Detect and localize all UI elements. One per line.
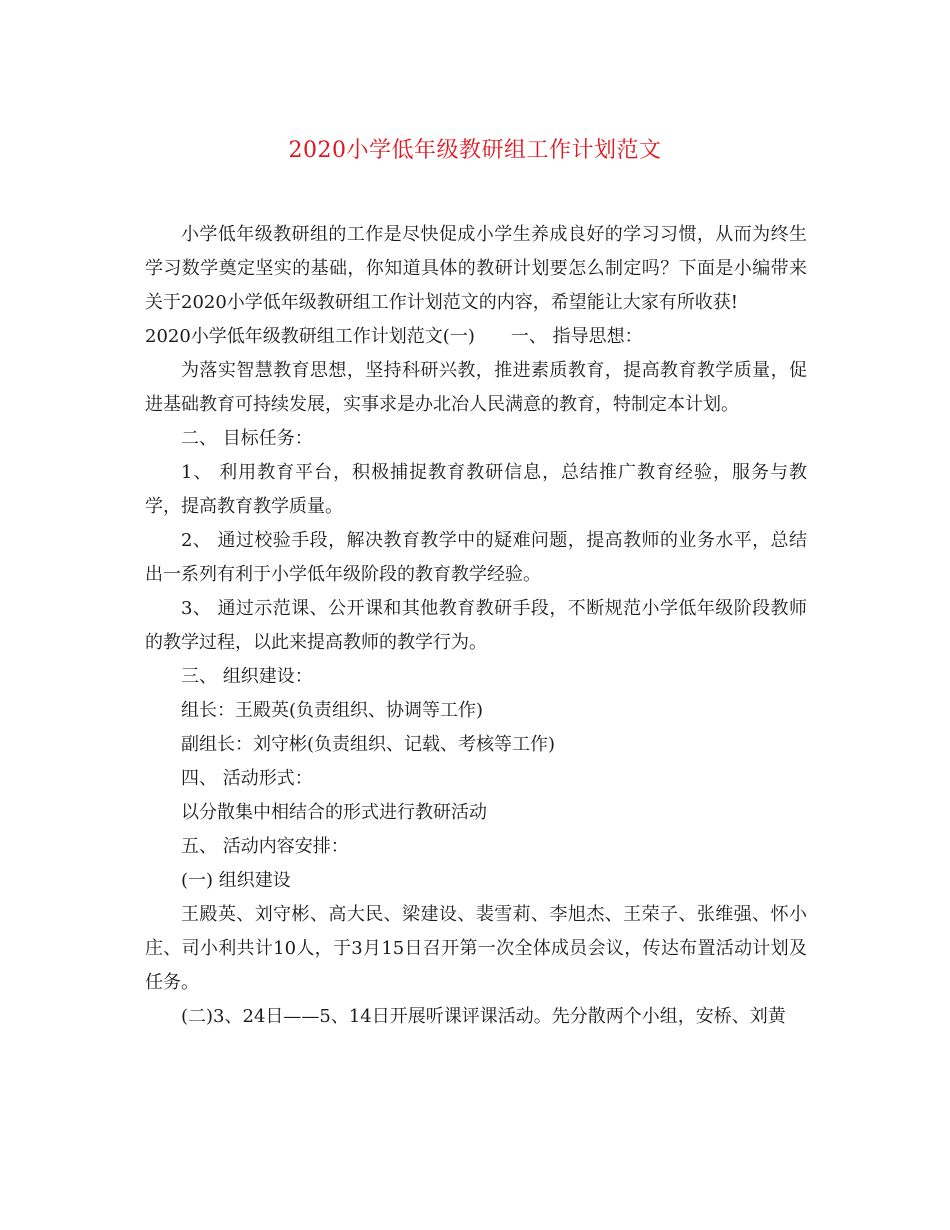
schedule-subheading-1: (一) 组织建设 (181, 870, 291, 891)
schedule-item-1: 王殿英、刘守彬、高大民、梁建设、裴雪莉、李旭杰、王荣子、张维强、怀小庄、司小利共计10人，于3月15日召开第一次全体成员会议，传达布置活动计划及任务。 (145, 904, 807, 993)
paragraph-intro: 小学低年级教研组的工作是尽快促成小学生养成良好的学习习惯，从而为终生学习数学奠定坚实的基础，你知道具体的教研计划要怎么制定吗？下面是小编带来关于2020小学低年级教研组工作计划范文的内容，希望能让大家有所收获! (145, 224, 807, 313)
org-deputy: 副组长：刘守彬(负责组织、记载、考核等工作) (181, 734, 556, 755)
activity-form-text: 以分散集中相结合的形式进行教研活动 (181, 802, 487, 823)
paragraph-guiding-thought: 为落实智慧教育思想，坚持科研兴教，推进素质教育，提高教育教学质量，促进基础教育可持续发展，实事求是办北冶人民满意的教育，特制定本计划。 (145, 360, 807, 415)
document-title: 2020小学低年级教研组工作计划范文 (288, 138, 662, 163)
goal-item-1: 1、 利用教育平台，积极捕捉教育教研信息，总结推广教育经验，服务与教学，提高教育教学质量。 (145, 462, 807, 517)
goal-item-2: 2、 通过校验手段，解决教育教学中的疑难问题，提高教师的业务水平，总结出一系列有利于小学低年级阶段的教育教学经验。 (145, 530, 807, 585)
goal-item-3: 3、 通过示范课、公开课和其他教育教研手段，不断规范小学低年级阶段教师的教学过程，以此来提高教师的教学行为。 (145, 598, 807, 653)
org-leader: 组长：王殿英(负责组织、协调等工作) (181, 700, 484, 721)
document-body (145, 218, 807, 1034)
heading-organization: 三、 组织建设： (181, 666, 313, 687)
schedule-item-2: (二)3、24日——5、14日开展听课评课活动。先分散两个小组，安桥、刘黄 (181, 1006, 786, 1027)
paragraph-section-heading: 2020小学低年级教研组工作计划范文(一) 一、 指导思想： (145, 326, 643, 347)
heading-activity-schedule: 五、 活动内容安排： (181, 836, 349, 857)
heading-goals: 二、 目标任务： (181, 428, 313, 449)
heading-activity-form: 四、 活动形式： (181, 768, 313, 789)
